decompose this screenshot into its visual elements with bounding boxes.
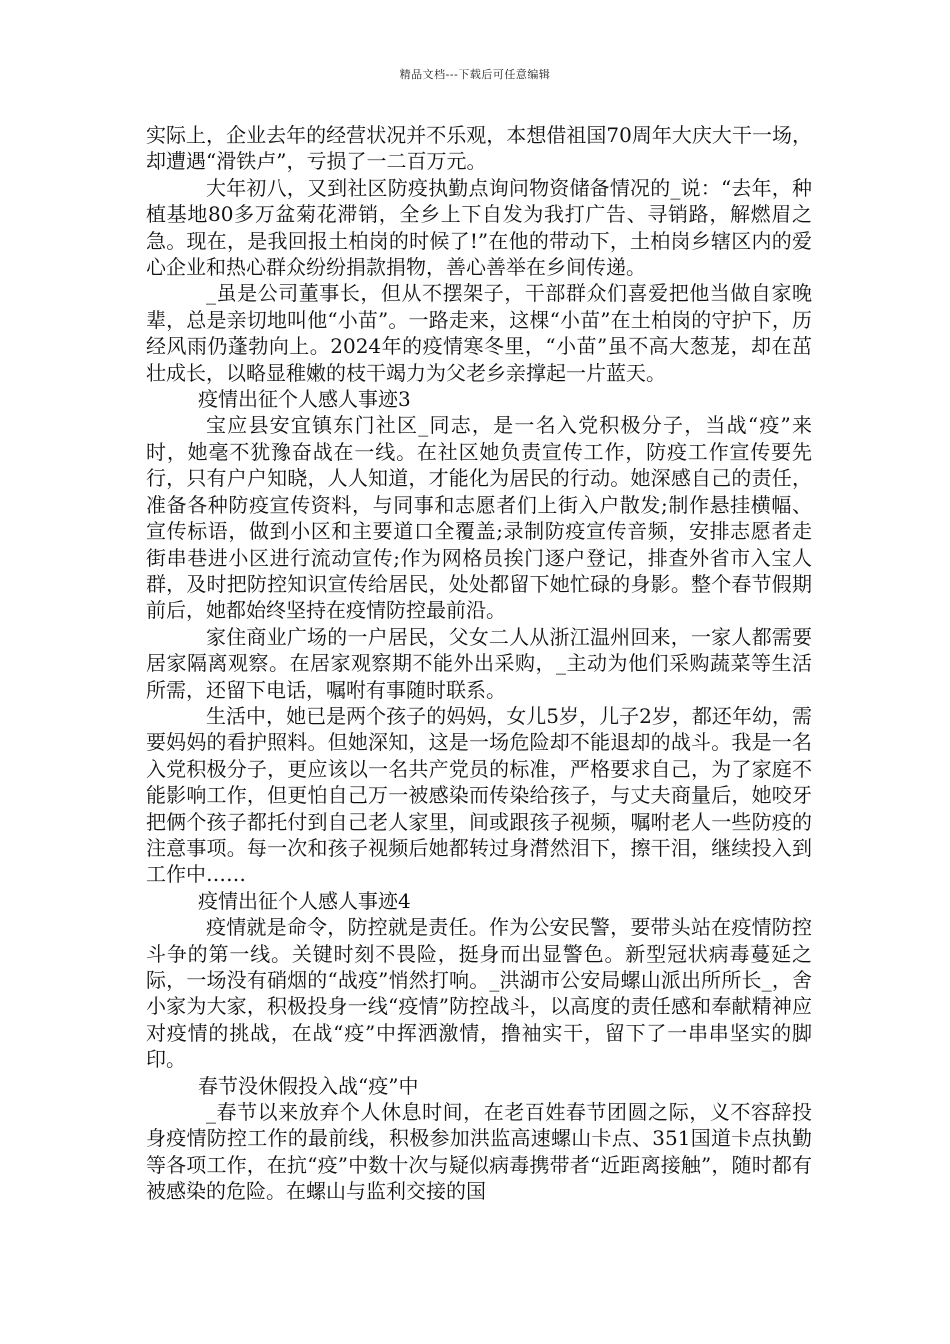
paragraph: _虽是公司董事长，但从不摆架子，干部群众们喜爱把他当做自家晚辈，总是亲切地叫他“小苗”。一路走来，这棵“小苗”在土柏岗的守护下，历经风雨仍蓬勃向上。2024年的疫情寒冬里，“小苗”虽不高大葱茏，却在茁壮成长，以略显稚嫩的枝干竭力为父老乡亲撑起一片蓝天。	[146, 281, 812, 385]
section-heading: 疫情出征个人感人事迹4	[198, 888, 411, 913]
section-heading: 疫情出征个人感人事迹3	[198, 387, 411, 412]
paragraph-continued: 实际上，企业去年的经营状况并不乐观，本想借祖国70周年大庆大干一场，却遭遇“滑铁卢”，亏损了一二百万元。	[146, 123, 812, 174]
paragraph: _春节以来放弃个人休息时间，在老百姓春节团圆之际，义不容辞投身疫情防控工作的最前线，积极参加洪监高速螺山卡点、351国道卡点执勤等各项工作，在抗“疫”中数十次与疑似病毒携带者“近距离接触”，随时都有被感染的危险。在螺山与监利交接的国	[146, 1100, 812, 1204]
paragraph: 家住商业广场的一户居民，父女二人从浙江温州回来，一家人都需要居家隔离观察。在居家观察期不能外出采购，_主动为他们采购蔬菜等生活所需，还留下电话，嘱咐有事随时联系。	[146, 624, 812, 702]
paragraph: 疫情就是命令，防控就是责任。作为公安民警，要带头站在疫情防控斗争的第一线。关键时刻不畏险，挺身而出显警色。新型冠状病毒蔓延之际，一场没有硝烟的“战疫”悄然打响。_洪湖市公安局螺山派出所所长_，舍小家为大家，积极投身一线“疫情”防控战斗，以高度的责任感和奉献精神应对疫情的挑战，在战“疫”中挥洒激情，撸袖实干，留下了一串串坚实的脚印。	[146, 915, 812, 1072]
paragraph: 宝应县安宜镇东门社区_同志，是一名入党积极分子，当战“疫”来时，她毫不犹豫奋战在一线。在社区她负责宣传工作，防疫工作宣传要先行，只有户户知晓，人人知道，才能化为居民的行动。她深感自己的责任，准备各种防疫宣传资料，与同事和志愿者们上街入户散发;制作悬挂横幅、宣传标语，做到小区和主要道口全覆盖;录制防疫宣传音频，安排志愿者走街串巷进小区进行流动宣传;作为网格员挨门逐户登记，排查外省市入宝人群，及时把防控知识宣传给居民，处处都留下她忙碌的身影。整个春节假期前后，她都始终坚持在疫情防控最前沿。	[146, 413, 812, 623]
paragraph: 大年初八，又到社区防疫执勤点询问物资储备情况的_说：“去年，种植基地80多万盆菊花滞销，全乡上下自发为我打广告、寻销路，解燃眉之急。现在，是我回报土柏岗的时候了!”在他的带动下，土柏岗乡辖区内的爱心企业和热心群众纷纷捐款捐物，善心善举在乡间传递。	[146, 175, 812, 280]
section-heading: 春节没休假投入战“疫”中	[198, 1073, 419, 1098]
page-header: 精品文档---下载后可任意编辑	[399, 68, 551, 81]
document-body	[146, 122, 812, 1205]
paragraph: 生活中，她已是两个孩子的妈妈，女儿5岁，儿子2岁，都还年幼，需要妈妈的看护照料。但她深知，这是一场危险却不能退却的战斗。我是一名入党积极分子，更应该以一名共产党员的标准，严格要求自己，为了家庭不能影响工作，但更怕自己万一被感染而传染给孩子，与丈夫商量后，她咬牙把俩个孩子都托付到自己老人家里，间或跟孩子视频，嘱咐老人一些防疫的注意事项。每一次和孩子视频后她都转过身潸然泪下，擦干泪，继续投入到工作中……	[146, 703, 812, 887]
